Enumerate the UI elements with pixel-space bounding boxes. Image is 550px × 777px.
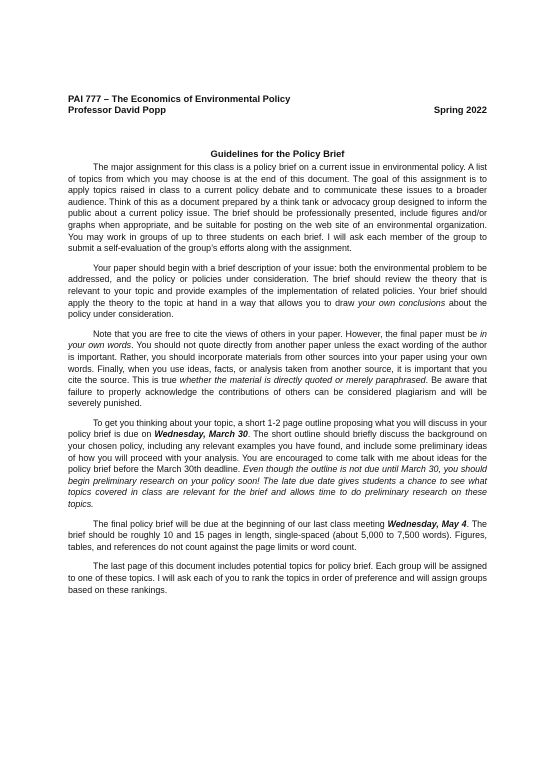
- text: . You should not quote directly from another paper unless the exact wording of the author is important. Rather, you should incorporate materials from other sources into your paper using your own words. Finally, when you use ideas, facts, or analysis taken from another source, it is important that you cite the source. This is true: [68, 340, 487, 386]
- text: Note that you are free to cite the views of others in your paper. However, the final paper must be: [93, 328, 481, 339]
- emphasis-text: Even though the outline is not due until March 30, you should begin preliminary research on your policy soon! The late due date gives students a chance to see what topics covered in class are relevant for the brief and allows time to do preliminary research on these topics.: [68, 464, 487, 510]
- header-row: [68, 104, 487, 115]
- professor-name: Professor David Popp: [68, 104, 166, 115]
- paragraph-paper-structure: [68, 263, 487, 321]
- text: . Be aware that failure to properly acknowledge the contributions of others can be considered plagiarism and will be severely punished.: [68, 375, 487, 409]
- document-title: Guidelines for the Policy Brief: [210, 148, 345, 159]
- due-date-outline: Wednesday, March 30: [154, 429, 248, 440]
- paragraph-outline: [68, 418, 487, 511]
- paragraph-topics: The last page of this document includes potential topics for policy brief. Each group will be assigned to one of these topics. I will ask each of you to rank the topics in order of preference and will assign groups based on these rankings.: [68, 561, 487, 595]
- emphasis-text: whether the material is directly quoted or merely paraphrased: [179, 375, 426, 386]
- text: Your paper should begin with a brief description of your issue: both the environmental problem to be addressed, and the policy or policies under consideration. The brief should review the theory that is relevant to your topic and provide examples of the implementation of related policies. Your brief should apply the theory to the topic at hand in a way that allows you to draw: [68, 262, 487, 308]
- paragraph-final-brief: [68, 519, 487, 554]
- text: . The short outline should briefly discuss the background on your chosen policy, including any relevant examples you have found, and include some preliminary ideas of how you will proceed with your analysis. You are encouraged to come talk with me about ideas for the policy brief before the March 30th deadline.: [68, 429, 487, 475]
- document-header: [68, 93, 487, 115]
- text: The final policy brief will be due at the beginning of our last class meeting: [93, 518, 388, 529]
- paragraph-assignment-overview: The major assignment for this class is a policy brief on a current issue in environmental policy. A list of topics from which you may choose is at the end of this document. The goal of this assignment is to apply topics raised in class to a current policy debate and to communicate these issues to a broader audience. Think of this as a document prepared by a think tank or advocacy group designed to inform the public about a current policy issue. The brief should be professionally presented, include figures and/or graphs when appropriate, and be suitable for posting on the web site of an environmental organization. You may work in groups of up to three students on each brief. I will ask each member of the group to submit a self-evaluation of the group’s efforts along with the assignment.: [68, 162, 487, 254]
- text: about the policy under consideration.: [68, 297, 487, 320]
- paragraph-citations: [68, 329, 487, 410]
- emphasis-text: your own conclusions: [358, 297, 446, 308]
- text: . The brief should be roughly 10 and 15 pages in length, single-spaced (about 5,000 to 7,500 words). Figures, tables, and references do not count against the page limits or word count.: [68, 518, 487, 552]
- text: To get you thinking about your topic, a short 1-2 page outline proposing what you will discuss in your policy brief is due on: [68, 417, 487, 440]
- course-title: PAI 777 – The Economics of Environmental Policy: [68, 93, 291, 104]
- due-date-final: Wednesday, May 4: [387, 518, 467, 529]
- emphasis-text: in your own words: [68, 328, 487, 351]
- term: Spring 2022: [433, 104, 487, 115]
